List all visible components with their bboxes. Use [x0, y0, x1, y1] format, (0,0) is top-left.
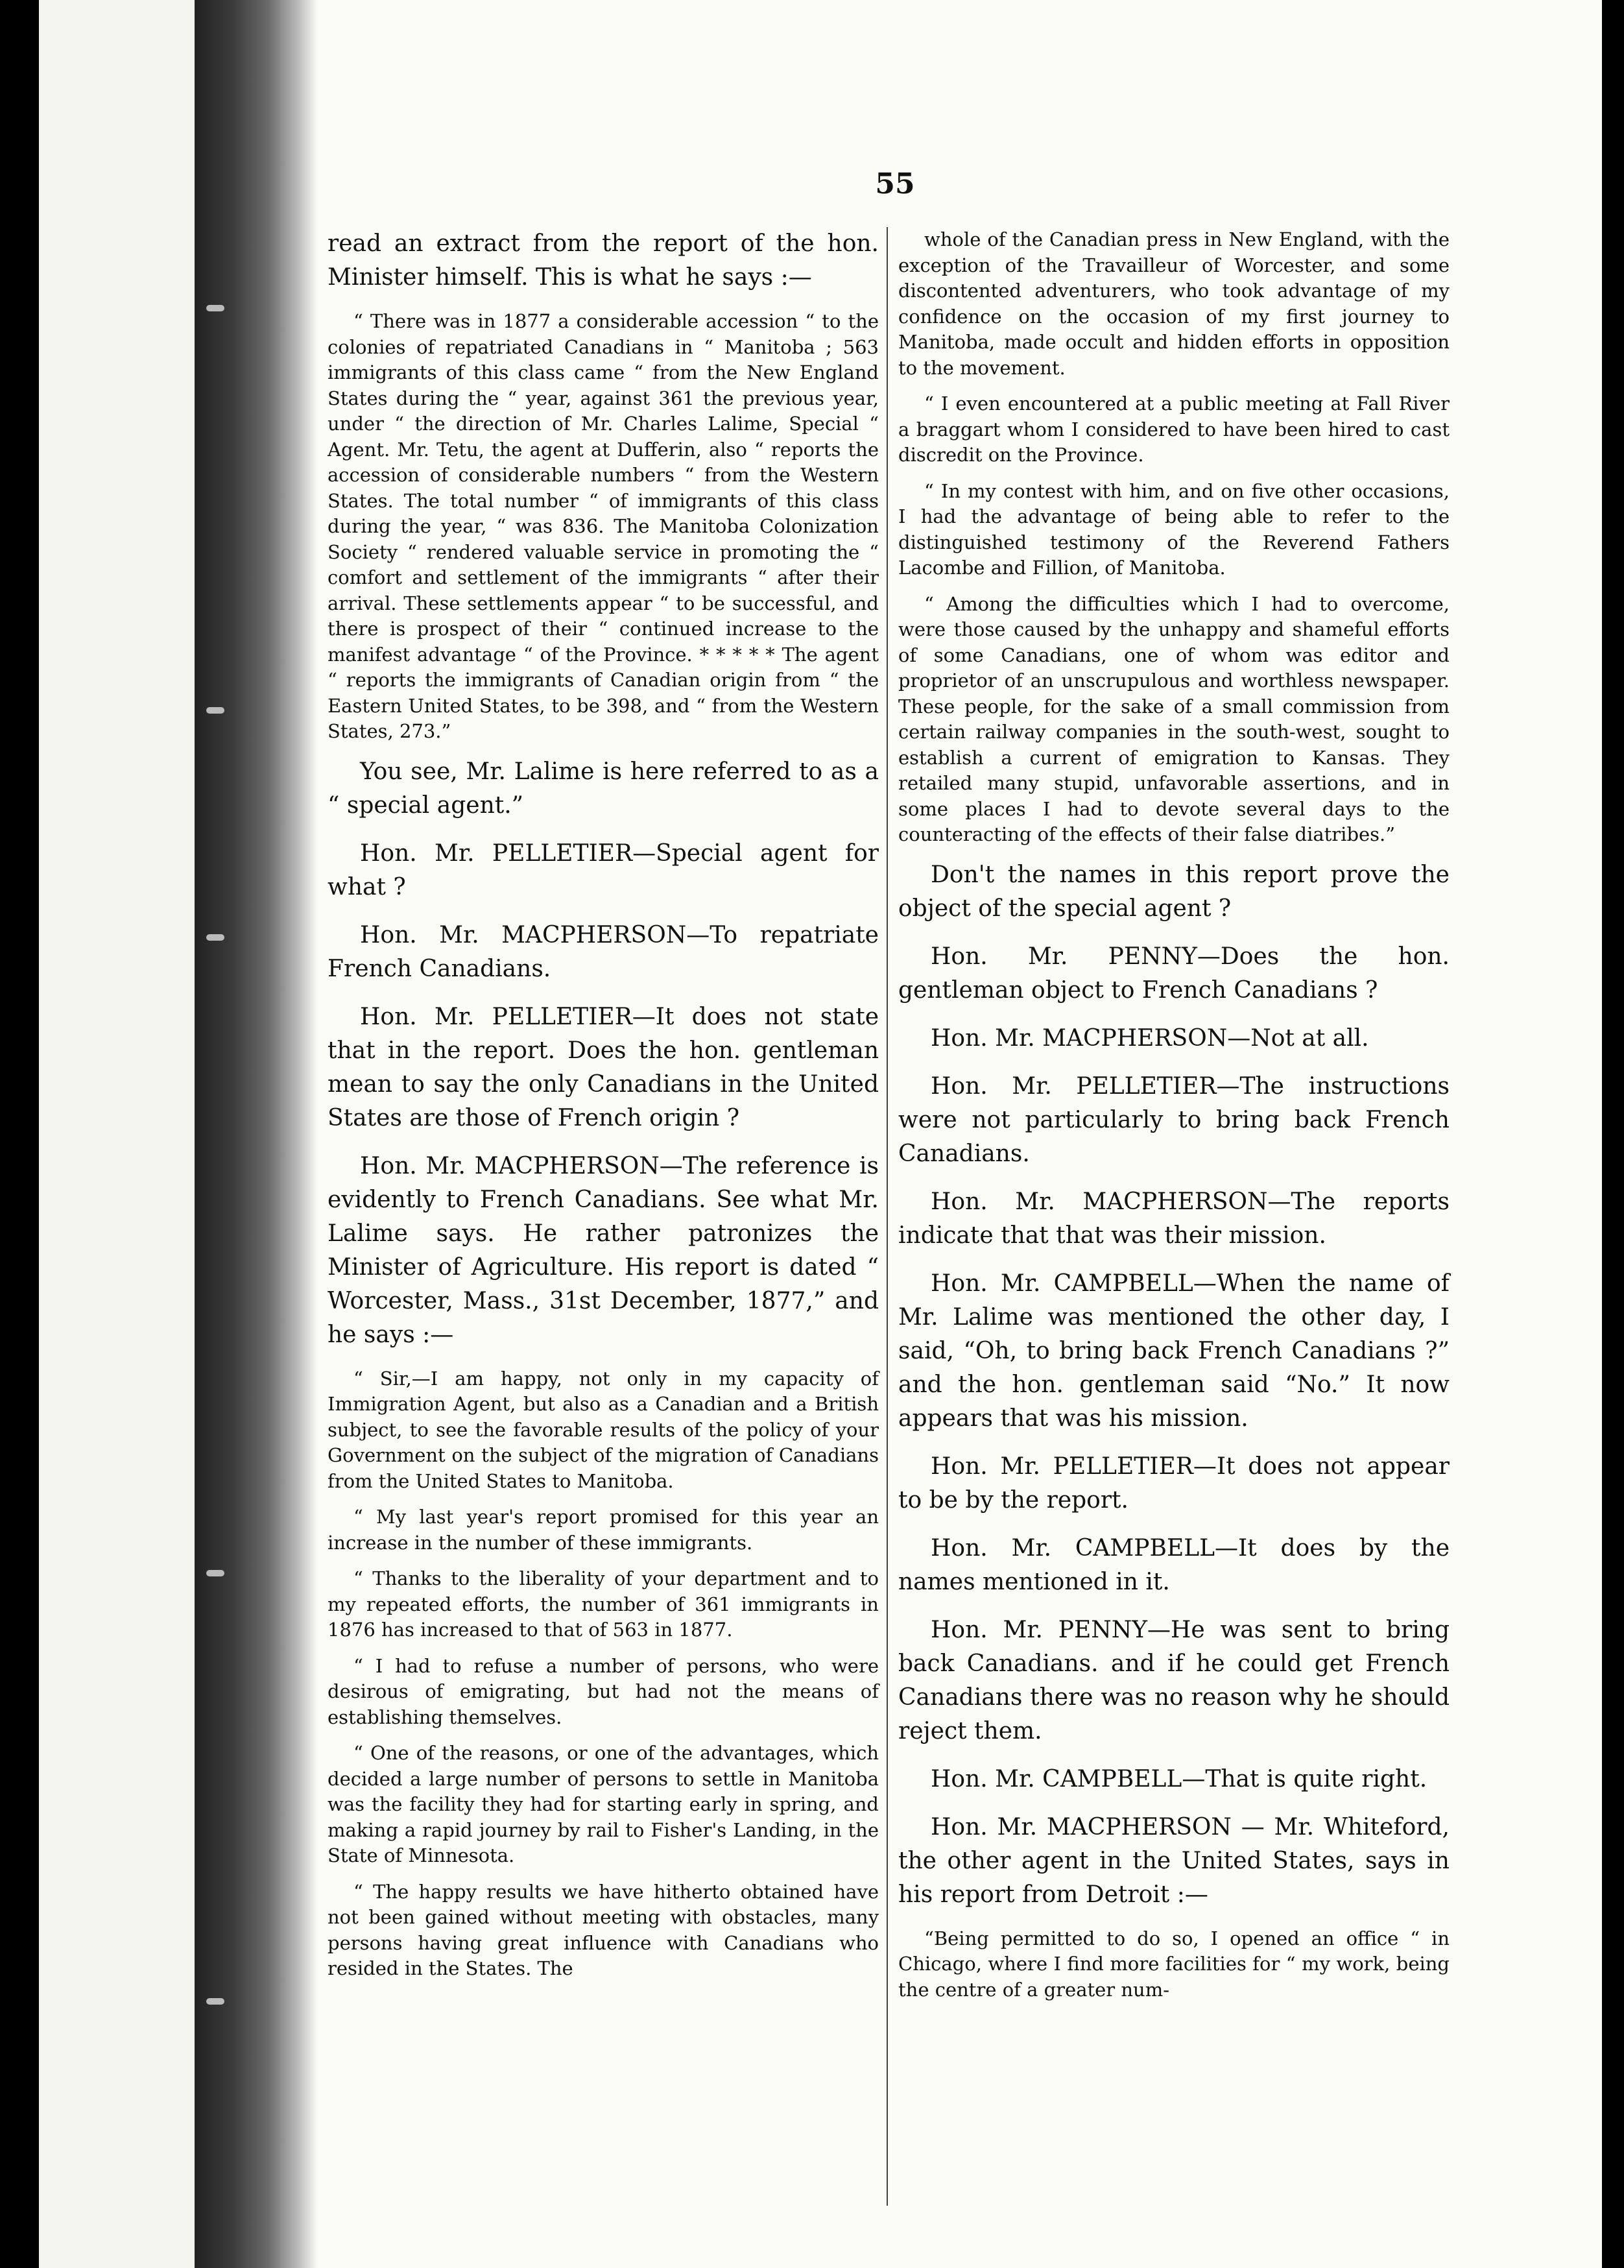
- speech-paragraph: Hon. Mr. PENNY—Does the hon. gentleman object to French Canadians ?: [898, 943, 1450, 1004]
- quoted-paragraph: “ One of the reasons, or one of the advantages, which decided a large number of persons to settle in Manitoba was the facility they had for starting early in spring, and making a rapid journey by rail to Fisher's Landing, in the State of Minnesota.: [328, 1742, 879, 1866]
- quoted-paragraph: “Being permitted to do so, I opened an office “ in Chicago, where I find more facilities for “ my work, being the centre of a greater num-: [898, 1927, 1450, 2001]
- speech-paragraph: Don't the names in this report prove the object of the special agent ?: [898, 861, 1450, 922]
- speech-paragraph: Hon. Mr. PENNY—He was sent to bring back Canadians. and if he could get French Canadians there was no reason why he should reject them.: [898, 1616, 1450, 1744]
- speech-paragraph: Hon. Mr. CAMPBELL—That is quite right.: [931, 1765, 1427, 1792]
- speech-paragraph: Hon. Mr. MACPHERSON—The reports indicate that that was their mission.: [898, 1188, 1450, 1249]
- speech-paragraph: Hon. Mr. PELLETIER—The instructions were not particularly to bring back French Canadians.: [898, 1072, 1450, 1167]
- speech-paragraph: Hon. Mr. CAMPBELL—When the name of Mr. Lalime was mentioned the other day, I said, “Oh, to bring back French Canadians ?” and the hon. gentleman said “No.” It now appears that was his mission.: [898, 1270, 1450, 1432]
- speech-paragraph: Hon. Mr. MACPHERSON—To repatriate French Canadians.: [328, 921, 879, 982]
- speech-paragraph: Hon. Mr. PELLETIER—It does not state that in the report. Does the hon. gentleman mean to say the only Canadians in the United States are those of French origin ?: [328, 1003, 879, 1131]
- quoted-paragraph: whole of the Canadian press in New England, with the exception of the Travailleur of Worcester, and some discontented adventurers, who took advantage of my confidence on the occasion of my first journey to Manitoba, made occult and hidden efforts in opposition to the movement.: [898, 228, 1450, 379]
- binding-stitch-mark: [206, 1998, 224, 2005]
- speech-paragraph: Hon. Mr. MACPHERSON — Mr. Whiteford, the other agent in the United States, says in his report from Detroit :—: [898, 1813, 1450, 1908]
- speech-paragraph: Hon. Mr. MACPHERSON—Not at all.: [931, 1024, 1369, 1052]
- speech-paragraph: Hon. Mr. PELLETIER—Special agent for what ?: [328, 839, 879, 900]
- binding-stitch-mark: [206, 1570, 224, 1576]
- speech-paragraph: Hon. Mr. MACPHERSON—The reference is evidently to French Canadians. See what Mr. Lalime says. He rather patronizes the Minister of Agriculture. His report is dated “ Worcester, Mass., 31st December, 1877,” and he says :—: [328, 1152, 879, 1348]
- speech-paragraph: You see, Mr. Lalime is here referred to as a “ special agent.”: [328, 758, 879, 819]
- binding-stitch-mark: [206, 934, 224, 941]
- binding-margin: [39, 0, 195, 2268]
- quoted-paragraph: “ My last year's report promised for this year an increase in the number of these immigrants.: [328, 1506, 879, 1554]
- quoted-paragraph: “ The happy results we have hitherto obtained have not been gained without meeting with obstacles, many persons having great influence with Canadians who resided in the States. The: [328, 1880, 879, 1979]
- right-column: [898, 227, 1450, 2013]
- quoted-paragraph: “ Thanks to the liberality of your department and to my repeated efforts, the number of 361 immigrants in 1876 has increased to that of 563 in 1877.: [328, 1567, 879, 1641]
- page-number: 55: [875, 167, 915, 200]
- quoted-paragraph: “ I had to refuse a number of persons, who were desirous of emigrating, but had not the means of establishing themselves.: [328, 1654, 879, 1728]
- quoted-paragraph: “ Sir,—I am happy, not only in my capacity of Immigration Agent, but also as a Canadian and a British subject, to see the favorable results of the policy of your Government on the subject of the migration of Canadians from the United States to Manitoba.: [328, 1367, 879, 1492]
- binding-stitch-mark: [206, 305, 224, 311]
- speech-paragraph: Hon. Mr. PELLETIER—It does not appear to be by the report.: [898, 1453, 1450, 1514]
- quoted-paragraph: “ In my contest with him, and on five other occasions, I had the advantage of being able to refer to the distinguished testimony of the Reverend Fathers Lacombe and Fillion, of Manitoba.: [898, 479, 1450, 579]
- binding-gutter-shadow: [195, 0, 318, 2268]
- quoted-paragraph: “ I even encountered at a public meeting at Fall River a braggart whom I considered to have been hired to cast discredit on the Province.: [898, 392, 1450, 466]
- speech-paragraph: read an extract from the report of the hon. Minister himself. This is what he says :—: [328, 230, 879, 291]
- column-rule: [887, 227, 888, 2206]
- quoted-paragraph: “ There was in 1877 a considerable accession “ to the colonies of repatriated Canadians in “ Manitoba ; 563 immigrants of this class came “ from the New England States during the “ year, against 361 the previous year, under “ the direction of Mr. Charles Lalime, Special “ Agent. Mr. Tetu, the agent at Dufferin, also “ reports the accession of considerable numbers “ from the Western States. The total number “ of immigrants of this class during the year, “ was 836. The Manitoba Colonization Society “ rendered valuable service in promoting the “ comfort and settlement of the immigrants “ after their arrival. These settlements appear “ to be successful, and there is prospect of their “ continued increase to the manifest advantage “ of the Province. * * * * * The agent “ reports the immigrants of Canadian origin from “ the Eastern United States, to be 398, and “ from the Western States, 273.”: [328, 310, 879, 742]
- speech-paragraph: Hon. Mr. CAMPBELL—It does by the names mentioned in it.: [898, 1534, 1450, 1595]
- binding-stitch-mark: [206, 707, 224, 714]
- quoted-paragraph: “ Among the difficulties which I had to overcome, were those caused by the unhappy and shameful efforts of some Canadians, one of whom was editor and proprietor of an unscrupulous and worthless newspaper. These people, for the sake of a small commission from certain railway companies in the south-west, sought to establish a current of emigration to Kansas. They retailed many stupid, unfavorable assertions, and in some places I had to devote several days to the counteracting of the effects of their false diatribes.”: [898, 592, 1450, 845]
- left-column: [328, 227, 879, 1992]
